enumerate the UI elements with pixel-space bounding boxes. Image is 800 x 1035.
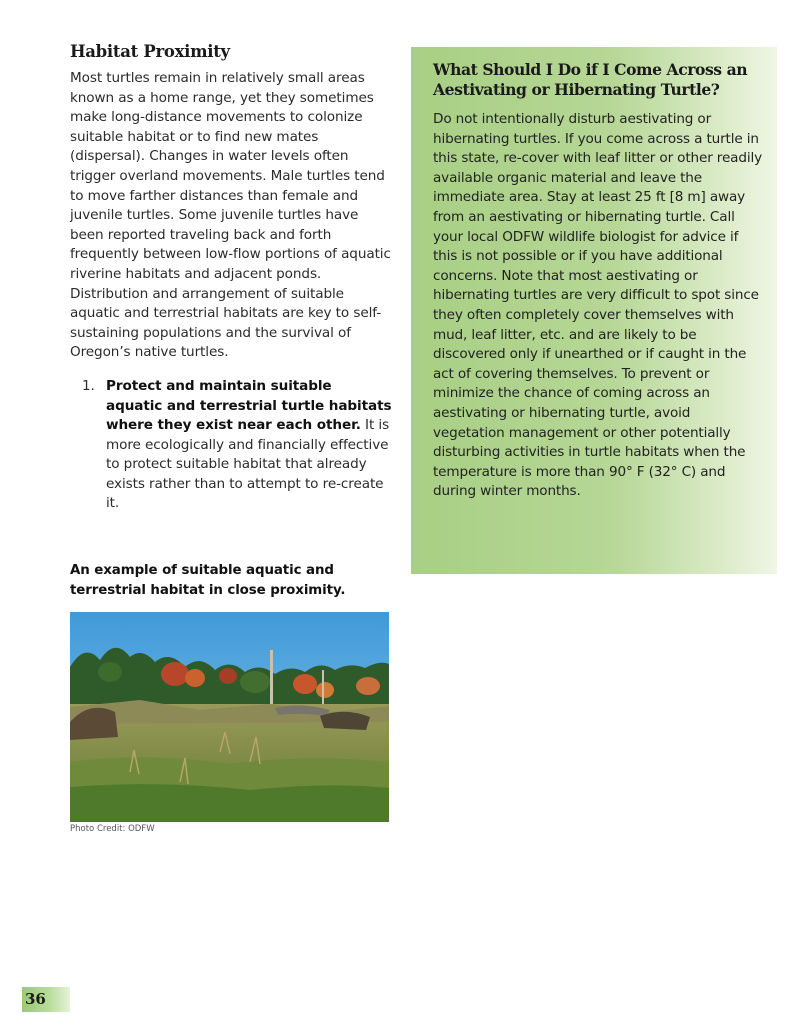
photo-credit: Photo Credit: ODFW bbox=[70, 824, 155, 834]
sidebar-heading: What Should I Do if I Come Across an Aestivating or Hibernating Turtle? bbox=[433, 60, 748, 99]
page-number: 36 bbox=[25, 990, 46, 1008]
recommendation-list bbox=[70, 377, 392, 514]
section-heading: Habitat Proximity bbox=[70, 42, 230, 61]
body-paragraph: Most turtles remain in relatively small areas known as a home range, yet they sometimes make long-distance movements to colonize suitable habitat or to find new mates (dispersal). Changes in water levels often trigger overland movements. Male turtles tend to move farther distances than female and juvenile turtles. Some juvenile turtles have been reported traveling back and forth frequently between low-flow portions of aquatic riverine habitats and adjacent ponds. Distribution and arrangement of suitable aquatic and terrestrial habitats are key to self-sustaining populations and the survival of Oregon’s native turtles. bbox=[70, 70, 391, 361]
list-number: 1. bbox=[82, 377, 95, 394]
habitat-photo bbox=[70, 612, 389, 822]
figure-caption: An example of suitable aquatic and terrestrial habitat in close proximity. bbox=[70, 563, 346, 598]
sidebar-box bbox=[411, 47, 777, 574]
list-item-text: It is more ecologically and financially effective to protect suitable habitat that already exists rather than to attempt to re-create it. bbox=[106, 417, 390, 512]
list-item-bold: Protect and maintain suitable aquatic and terrestrial turtle habitats where they exist near each other. bbox=[106, 377, 392, 434]
sidebar-paragraph: Do not intentionally disturb aestivating or hibernating turtles. If you come across a turtle in this state, re-cover with leaf litter or other readily available organic material and leave the immediate area. Stay at least 25 ft [8 m] away from an aestivating or hibernating turtle. Call your local ODFW wildlife biologist for advice if this is not possible or if you have additional concerns. Note that most aestivating or hibernating turtles are very difficult to spot since they often completely cover themselves with mud, leaf litter, etc. and are likely to be discovered only if unearthed or if caught in the act of covering themselves. To prevent or minimize the chance of coming across an aestivating or hibernating turtle, avoid vegetation management or other potentially disturbing activities in turtle habitats when the temperature is more than 90° F (32° C) and during winter months. bbox=[433, 111, 762, 500]
page-number-badge bbox=[22, 987, 70, 1012]
list-item bbox=[70, 377, 392, 514]
main-column bbox=[70, 42, 392, 514]
